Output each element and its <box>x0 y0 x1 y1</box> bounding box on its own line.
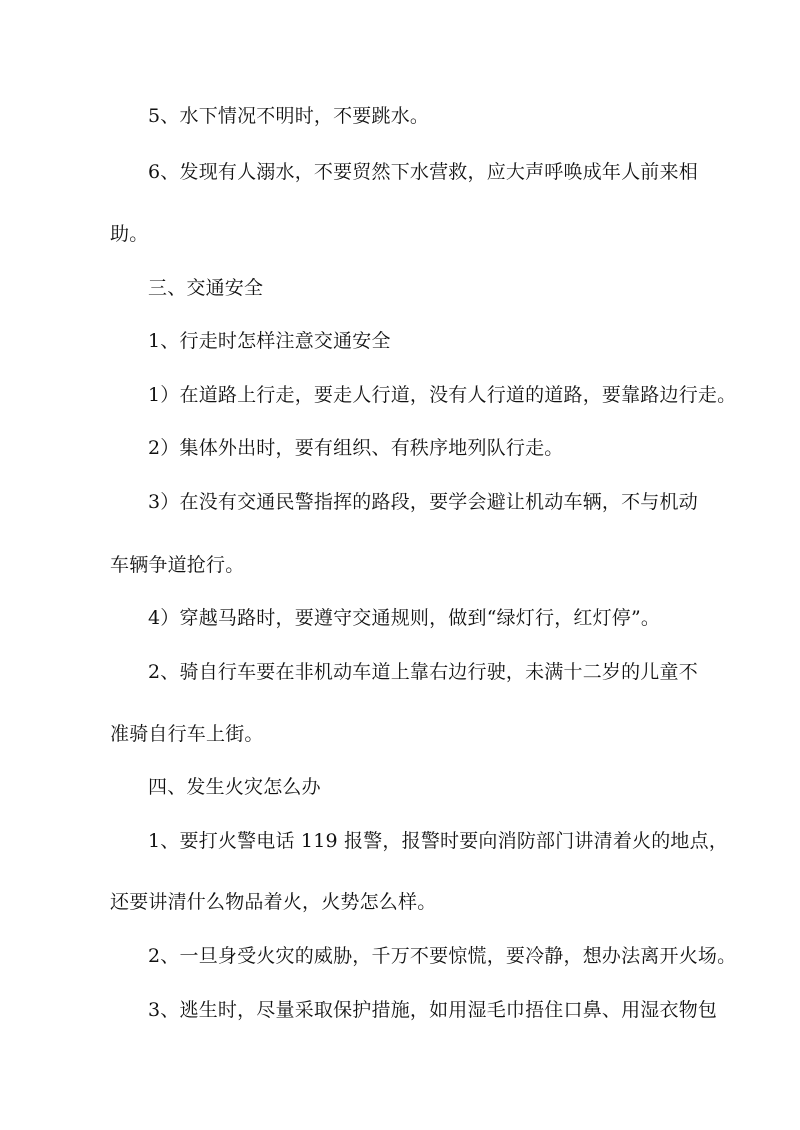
paragraph-line: 4）穿越马路时，要遵守交通规则，做到“绿灯行，红灯停”。 <box>148 607 661 629</box>
paragraph-line: 2）集体外出时，要有组织、有秩序地列队行走。 <box>148 437 564 459</box>
paragraph-line: 还要讲清什么物品着火，火势怎么样。 <box>110 891 437 913</box>
paragraph-line: 准骑自行车上街。 <box>110 723 264 745</box>
paragraph-line: 1）在道路上行走，要走人行道，没有人行道的道路，要靠路边行走。 <box>148 384 737 406</box>
section-heading: 三、交通安全 <box>148 277 264 299</box>
paragraph-line: 1、要打火警电话 119 报警，报警时要向消防部门讲清着火的地点， <box>148 830 729 852</box>
paragraph-line: 3、逃生时，尽量采取保护措施，如用湿毛巾捂住口鼻、用湿衣物包 <box>148 999 718 1021</box>
paragraph-line: 助。 <box>110 223 149 245</box>
paragraph-line: 2、一旦身受火灾的威胁，千万不要惊慌，要冷静，想办法离开火场。 <box>148 945 737 967</box>
paragraph-line: 6、发现有人溺水，不要贸然下水营救，应大声呼唤成年人前来相 <box>148 161 698 183</box>
paragraph-line: 车辆争道抢行。 <box>110 554 245 576</box>
paragraph-line: 3）在没有交通民警指挥的路段，要学会避让机动车辆，不与机动 <box>148 491 698 513</box>
paragraph-line: 2、骑自行车要在非机动车道上靠右边行驶，未满十二岁的儿童不 <box>148 661 698 683</box>
section-heading: 四、发生火灾怎么办 <box>148 776 321 798</box>
subsection-heading: 1、行走时怎样注意交通安全 <box>148 330 391 352</box>
paragraph-line: 5、水下情况不明时，不要跳水。 <box>148 105 430 127</box>
